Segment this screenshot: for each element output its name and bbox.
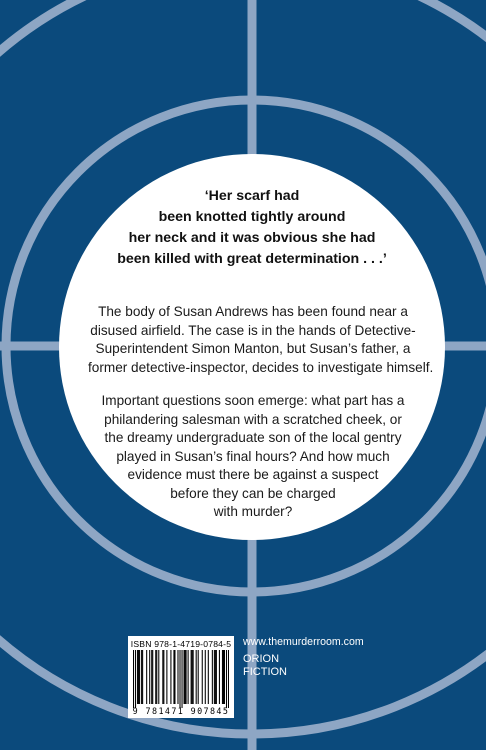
publisher-imprint: [243, 653, 303, 679]
barcode-bar: [138, 650, 139, 704]
barcode-bar: [222, 650, 223, 704]
quote-line: her neck and it was obvious she had: [128, 230, 376, 246]
barcode-bar: [193, 650, 194, 704]
barcode-bar: [177, 650, 178, 704]
barcode-bar: [142, 650, 143, 704]
quote-line: ‘Her scarf had: [204, 188, 300, 204]
barcode-bar: [208, 650, 209, 704]
publisher-line: ORION: [243, 653, 280, 665]
barcode-bar: [215, 650, 216, 704]
barcode-bar: [212, 650, 213, 704]
barcode-bar: [155, 650, 156, 704]
blurb-line: The body of Susan Andrews has been found near a: [98, 304, 408, 319]
quote-line: been knotted tightly around: [158, 209, 346, 225]
barcode-bar: [163, 650, 164, 704]
blurb-line: Superintendent Simon Manton, but Susan’s father, a: [95, 341, 411, 356]
barcode-bar: [228, 650, 229, 708]
barcode-bar: [139, 650, 140, 704]
barcode-bar: [133, 650, 134, 708]
barcode-bar: [223, 650, 224, 704]
blurb-line: philandering salesman with a scratched cheek, or: [104, 411, 402, 427]
website-url: www.themurderroom.com: [243, 636, 364, 648]
barcode-bar: [191, 650, 192, 704]
blurb-line: before they can be charged: [170, 485, 336, 501]
barcode-bar: [216, 650, 217, 704]
barcode-bar: [174, 650, 175, 704]
barcode-bar: [192, 650, 193, 704]
blurb-paragraph-2: [88, 392, 418, 522]
barcode-bar: [158, 650, 159, 704]
blurb-line: played in Susan’s final hours? And how much: [116, 448, 390, 464]
barcode-bar: [219, 650, 220, 704]
blurb-line: disused airfield. The case is in the hands of Detective-: [90, 322, 416, 338]
isbn-label: ISBN 978-1-4719-0784-5: [130, 639, 232, 649]
barcode-bar: [214, 650, 215, 704]
barcode-bars: [133, 650, 229, 708]
barcode-bar: [141, 650, 142, 704]
barcode-bar: [196, 650, 197, 704]
blurb-line: evidence must there be against a suspect: [127, 467, 379, 482]
barcode-bar: [151, 650, 152, 704]
barcode-block: [128, 636, 234, 718]
barcode-bar: [185, 650, 186, 704]
blurb-paragraph-1: [88, 303, 434, 377]
barcode-bar: [226, 650, 227, 708]
barcode-bar: [182, 650, 183, 708]
barcode-bar: [186, 650, 187, 704]
barcode-bar: [202, 650, 203, 704]
barcode-bar: [188, 650, 189, 704]
blurb-line: Important questions soon emerge: what part has a: [101, 393, 405, 408]
barcode-bar: [184, 650, 185, 704]
barcode-bar: [179, 650, 180, 708]
barcode-bar: [224, 650, 225, 704]
blurb-line: with murder?: [213, 504, 293, 519]
blurb-line: the dreamy undergraduate son of the local gentry: [104, 430, 402, 445]
barcode-bar: [166, 650, 167, 704]
quote-line: been killed with great determination . . .’: [117, 251, 387, 267]
barcode-digits: 9 781471 907845: [132, 706, 230, 716]
barcode-bar: [170, 650, 171, 704]
barcode-bar: [156, 650, 157, 704]
barcode-bar: [162, 650, 163, 704]
barcode-bar: [205, 650, 206, 704]
barcode-bar: [135, 650, 136, 708]
blurb-line: former detective-inspector, decides to investigate himself.: [88, 359, 434, 375]
barcode-bar: [149, 650, 150, 704]
barcode-bar: [173, 650, 174, 704]
publisher-line: FICTION: [243, 666, 287, 678]
barcode-bar: [198, 650, 199, 704]
pull-quote: [90, 186, 414, 270]
barcode-bar: [152, 650, 153, 704]
barcode-bar: [137, 650, 138, 704]
barcode-bar: [146, 650, 147, 704]
